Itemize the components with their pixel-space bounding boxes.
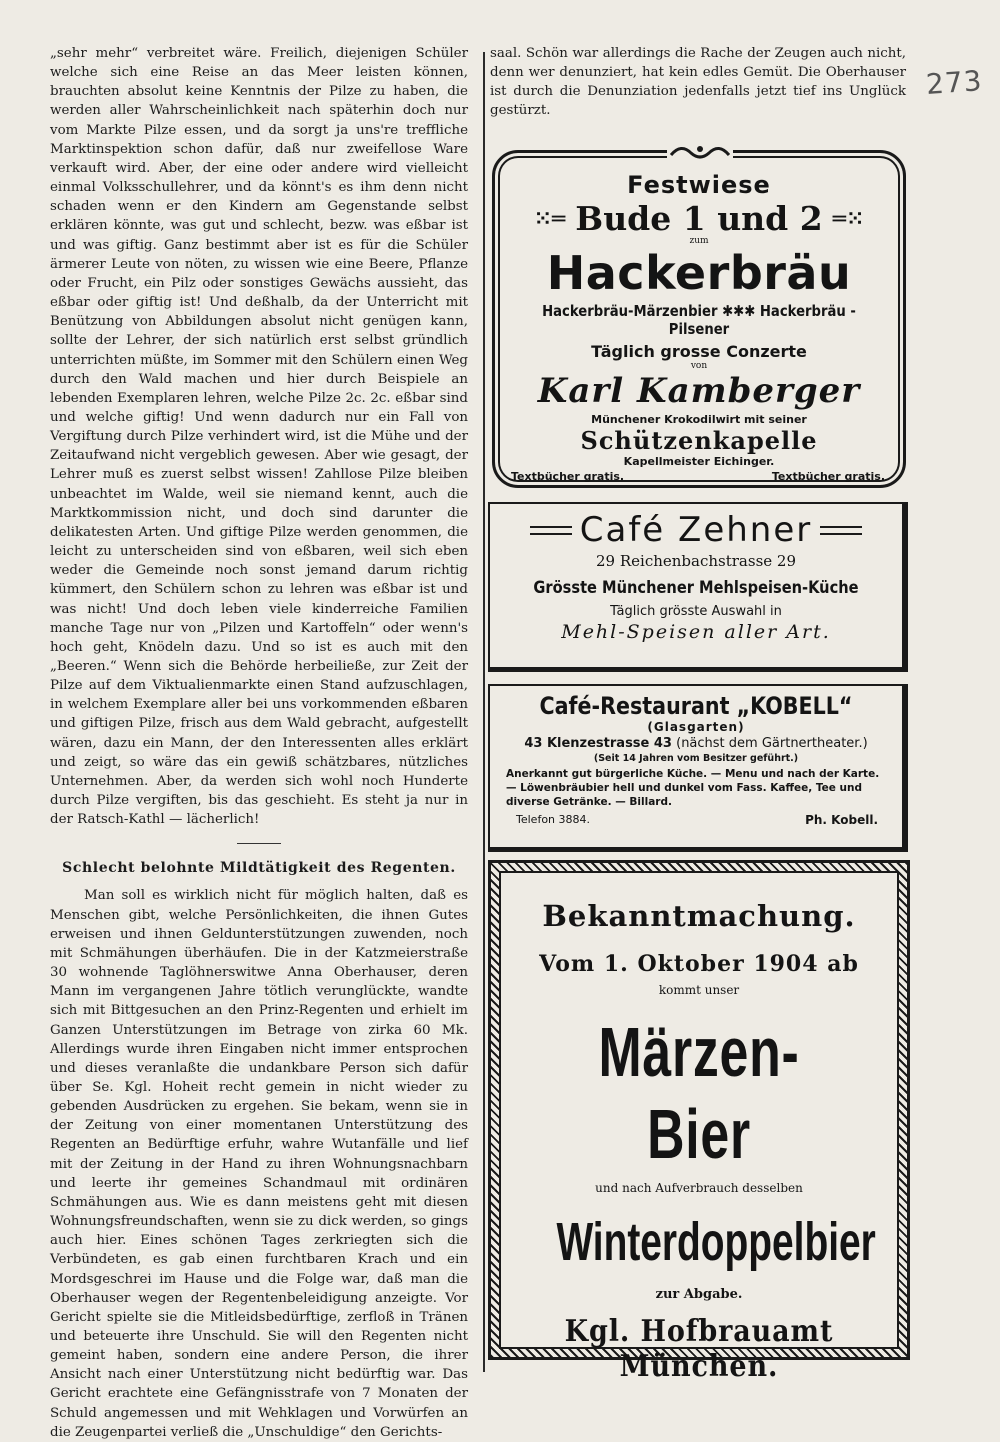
ad-band: Schützenkapelle (580, 426, 818, 455)
ad-zehner-address: 29 Reichenbachstrasse 29 (596, 552, 796, 570)
ad-kobell-description: Anerkannt gut bürgerliche Küche. — Menu und nach der Karte. — Löwenbräubier hell und dunkel vom Fass. Kaffee, Tee und diverse Getränke. — Billard. (506, 768, 880, 808)
ad-kobell-address-row (490, 736, 902, 751)
left-column (50, 44, 468, 1442)
ad-bude: Bude 1 und 2 (575, 199, 823, 238)
ad-hofbraeu-panel (499, 871, 899, 1384)
ad-zehner-specialty: Mehl-Speisen aller Art. (561, 621, 831, 643)
ad-zehner-daily: Täglich grösste Auswahl in (610, 604, 782, 619)
ad-beers: Hackerbräu-Märzenbier ✱✱✱ Hackerbräu - Pilsener (542, 302, 856, 338)
ad-textbuecher-row (495, 470, 903, 483)
ad-festwiese: Festwiese (627, 171, 771, 199)
ad-hofbraeuamt (488, 860, 910, 1384)
ad-cafe-kobell (488, 684, 908, 852)
right-flourish-icon: ═⁙ (832, 205, 865, 232)
ad-zehner-slogan: Grösste Münchener Mehlspeisen-Küche (533, 578, 859, 598)
left-flourish-icon: ⁙═ (533, 205, 566, 232)
ad-zum: zum (689, 236, 709, 246)
ad-host-name: Karl Kamberger (537, 371, 861, 411)
ad-hofbraeu-date: Vom 1. Oktober 1904 ab (539, 951, 859, 977)
page-number: 273 (924, 64, 984, 101)
ad-concerts: Täglich grosse Conzerte (591, 342, 807, 361)
ad-cafe-zehner (488, 502, 908, 672)
ornament-icon (667, 141, 733, 161)
ad-von: von (690, 361, 708, 371)
double-dash-icon (820, 526, 862, 535)
right-column-text: saal. Schön war allerdings die Rache der Zeugen auch nicht, denn wer denunziert, hat kein edles Gemüt. Die Oberhauser ist durch die Denunziation jedenfalls jetzt tief ins Unglück gestürzt. (490, 46, 906, 119)
ad-hackerbraeu (492, 150, 906, 488)
ad-hofbraeu-beer1: Märzen-Bier (598, 1013, 800, 1173)
ad-zehner-title-row (490, 510, 902, 550)
ad-kobell-since: (Seit 14 Jahren vom Besitzer geführt.) (593, 753, 799, 764)
ad-kobell-phone: Telefon 3884. (516, 813, 591, 826)
ad-kobell-footer (490, 809, 902, 827)
ad-kobell-owner: Ph. Kobell. (805, 813, 878, 827)
ad-kobell-subtitle: (Glasgarten) (647, 720, 745, 734)
section-divider (237, 843, 281, 844)
ad-hofbraeu-line2: kommt unser (658, 983, 740, 997)
ad-kobell-title: Café-Restaurant „KOBELL“ (539, 692, 853, 720)
ad-hofbraeu-line3: und nach Aufverbrauch desselben (595, 1181, 803, 1195)
ad-zehner-name: Café Zehner (579, 510, 813, 550)
ad-hofbraeu-line4: zur Abgabe. (655, 1287, 743, 1302)
ad-hofbraeu-heading: Bekanntmachung. (542, 899, 856, 933)
double-dash-icon (530, 526, 572, 535)
ad-kobell-address: 43 Klenzestrasse 43 (524, 736, 672, 751)
article-heading: Schlecht belohnte Mildtätigkeit des Regenten. (62, 860, 456, 877)
ad-brand: Hackerbräu (546, 246, 852, 300)
article-body-paragraph: Man soll es wirklich nicht für möglich halten, daß es Menschen gibt, welche Persönlichkeiten, die ihnen Gutes erweisen und ihnen Geldunterstützungen zuwenden, noch mit Schmähungen überhäufen. Die in der Katzmeierstraße 30 wohnende Taglöhnerswitwe Anna Oberhauser, deren Mann im vergangenen Jahre tötlich verunglückte, wandte sich mit Bittgesuchen an den Prinz-Regenten und erhielt im Ganzen Unterstützungen im Betrage von zirka 60 Mk. Allerdings wurde ihren Eingaben nicht immer entsprochen und dieses veranlaßte die undankbare Person sich dafür über Se. Kgl. Hoheit recht gemein in nicht wieder zu gebenden Ausdrücken zu ergehen. Sie bekam, wenn sie in der Zeitung von einer momentanen Unterstützung des Regenten an Bedürftige erfuhr, wahre Wutanfälle und lief mit der Zeitung in der Hand zu ihren Wohnungsnachbarn und leerte ihr gemeines Schandmaul mit ordinären Schmähungen aus. Wie es dann meistens geht mit diesen Wohnungsfreundschaften, wenn sie zu dick werden, so gings auch hier. Eines schönen Tages zerkriegten sich die Verbündeten, es gab einen furchtbaren Krach und ein Mordsgeschrei im Hause und die Folge war, daß man die Oberhauser wegen der Regentenbeleidigung anzeigte. Vor Gericht spielte sie die Mitleidsbedürftige, zerfloß in Tränen und beteuerte ihre Unschuld. Sie will den Regenten nicht gemeint haben, sondern eine andere Person, die ihrer Ansicht nach einer Unterstützung nicht bedürftig war. Das Gericht erachtete eine Gefängnisstrafe von 7 Monaten der Schuld angemessen und mit Wehklagen und Vorwürfen an die Zeugenpartei verließ die „Unschuldige“ den Gerichts- (50, 888, 468, 1440)
ad-textbuecher-left: Textbücher gratis. (511, 470, 625, 483)
ad-kobell-address-note: (nächst dem Gärtnertheater.) (676, 736, 868, 751)
ad-textbuecher-right: Textbücher gratis. (771, 470, 885, 483)
ad-kapellmeister: Kapellmeister Eichinger. (623, 455, 775, 468)
ad-hofbraeu-beer2: Winterdoppelbier (556, 1212, 876, 1272)
column-divider (483, 52, 485, 1372)
article-continuation-paragraph: „sehr mehr“ verbreitet wäre. Freilich, diejenigen Schüler welche sich eine Reise an das Meer leisten können, brauchten absolut keine Kenntnis der Pilze zu haben, die werden aller Wahrscheinlichkeit nach späterhin doch nur vom Markte Pilze essen, und da sorgt ja uns're treffliche Marktinspektion schon dafür, daß nur zweifellose Ware verkauft wird. Aber, der eine oder andere wird vielleicht einmal Volksschullehrer, und da könnt's es ihm denn nicht schaden wenn er den Kindern am Gegenstande selbst erklären könnte, was gut und schlecht, bezw. was eßbar ist und was giftig. Ganz bestimmt aber ist es für die Schüler ärmerer Leute von nöten, zu wissen wie eine Beere, Pflanze oder Frucht, ein Pilz oder sonstiges Gewächs aussieht, das eßbar oder giftig ist! Und deßhalb, da der Unterricht mit Benützung von Abbildungen absolut nicht genügen kann, sollte der Lehrer, der sich natürlich erst selbst gründlich unterrichten müßte, im Sommer mit den Schülern einen Weg durch den Wald machen und hier durch Beispiele an lebenden Exemplaren lehren, welche Pilze 2c. 2c. eßbar sind und welche giftig! Und wenn dadurch nur ein Fall von Vergiftung durch Pilze verhindert wird, ist die Mühe und der Zeitaufwand nicht vergeblich gewesen. Aber wie gesagt, der Lehrer muß es zuerst selbst wissen! Zahllose Pilze bleiben unbeachtet im Walde, weil sie niemand kennt, auch die Marktkommission nicht, und doch sind darunter die delikatesten Arten. Und giftige Pilze werden genommen, die leicht zu unterscheiden sind von eßbaren, weil sich eben weder die Gemeinde noch sonst jemand darum richtig kümmert, den Schülern schon zu lehren was eßbar ist und was nicht! Und doch leben viele kinderreiche Familien manche Tage nur von „Pilzen und Kartoffeln“ oder wenn's hoch geht, Knödeln dazu. Und so ist es auch mit den „Beeren.“ Wenn sich die Behörde herbeiließe, zur Zeit der Pilze auf dem Viktualienmarkte einen Stand aufzuschlagen, in welchem Exemplare aller bei uns vorkommenden eßbaren und giftigen Pilze, frisch aus dem Wald gebracht, aufgestellt wären, dazu ein Mann, der den Interessenten alles erklärt und zeigt, so wäre das ein gewiß schätzbares, nützliches Unternehmen. Aber, da werden sich wohl noch Hunderte durch Pilze vergiften, bis das geschieht. Es steht ja nur in der Ratsch-Kathl — lächerlich! (50, 46, 468, 828)
ad-host-subtitle: Münchener Krokodilwirt mit seiner (591, 413, 807, 426)
ad-bude-row (495, 199, 903, 238)
ad-hofbraeu-issuer: Kgl. Hofbrauamt München. (564, 1314, 834, 1384)
